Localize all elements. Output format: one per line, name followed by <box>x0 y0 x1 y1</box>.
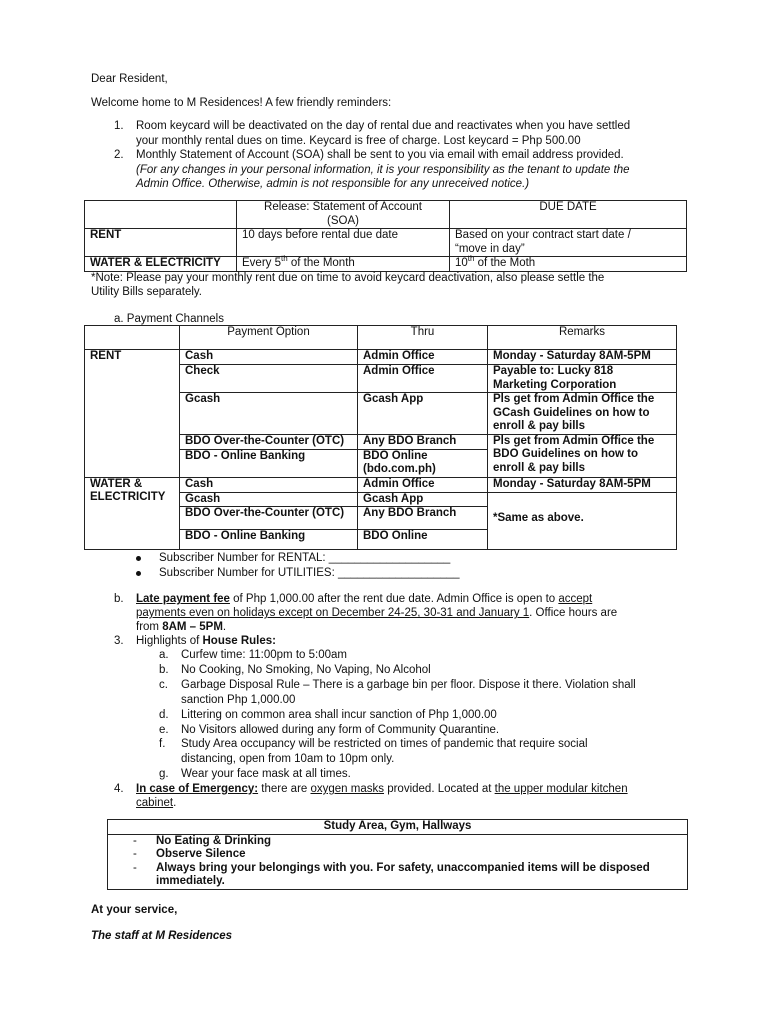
emergency-line-2 <box>136 796 176 810</box>
pay-option-cell: BDO - Online Banking <box>180 449 358 477</box>
rule-text: Littering on common area shall incur sanction of Php 1,000.00 <box>181 709 497 721</box>
pay-option-cell: Cash <box>180 477 358 492</box>
bdo-online-1: BDO Online <box>363 449 428 462</box>
study-rule-3b: immediately. <box>156 875 225 887</box>
rule-text: No Cooking, No Smoking, No Vaping, No Alcohol <box>181 664 431 676</box>
gcash-remark-3: enroll & pay bills <box>493 420 586 432</box>
soa-table <box>84 200 687 272</box>
pay-option-cell: Gcash <box>180 492 358 507</box>
keycard-line-1: Room keycard will be deactivated on the day of rental due and reactivates when you have settled <box>136 120 631 132</box>
bdo-online-2: (bdo.com.ph) <box>363 463 436 475</box>
late-from: from <box>136 621 163 633</box>
soa-we-release <box>237 254 450 272</box>
house-rules-key: House Rules: <box>202 635 276 647</box>
house-rules-heading <box>136 634 276 648</box>
rule-text: Curfew time: 11:00pm to 5:00am <box>181 649 347 661</box>
rule-text: Garbage Disposal Rule – There is a garbage bin per floor. Dispose it there. Violation shall <box>181 679 636 691</box>
subscriber-util-key: UTILITIES <box>277 567 332 579</box>
rule-letter: e. <box>159 724 169 736</box>
soa-we-release-a: Every 5 <box>242 257 281 269</box>
soa-header-due: DUE DATE <box>450 201 687 229</box>
item-number: 4. <box>114 783 124 795</box>
pay-remarks-cell: Monday - Saturday 8AM-5PM <box>488 477 677 492</box>
pay-header-option: Payment Option <box>180 326 358 350</box>
keycard-text: your monthly rental dues on time. Keycard is free of charge. Lost keycard = <box>136 135 522 147</box>
check-remark-2: Marketing Corporation <box>493 378 617 391</box>
item-number: 2. <box>114 149 124 161</box>
pay-thru-cell: Gcash App <box>358 492 488 507</box>
item-number: 3. <box>114 635 124 647</box>
pay-thru-cell: Admin Office <box>358 477 488 492</box>
keycard-line-2 <box>136 134 581 148</box>
pay-option-cell: Gcash <box>180 393 358 435</box>
payment-heading: a. Payment Channels <box>114 313 224 325</box>
check-remark-1: Payable to: Lucky 818 <box>493 365 614 377</box>
emergency-location-1: the upper modular kitchen <box>494 783 628 795</box>
late-fee-line-1 <box>136 592 592 606</box>
we-label-2: ELECTRICITY <box>90 491 166 503</box>
gcash-remark-1: Pls get from Admin Office the <box>493 393 655 405</box>
pay-rent-label: RENT <box>85 350 180 478</box>
pay-we-label <box>85 477 180 550</box>
closing: At your service, <box>91 904 178 916</box>
pay-remarks-cell: *Same as above. <box>488 492 677 550</box>
rule-letter: g. <box>159 768 169 780</box>
soa-pre: Monthly <box>136 149 180 161</box>
note-line-2: Utility Bills separately. <box>91 286 202 298</box>
rule-text: sanction Php 1,000.00 <box>181 694 296 706</box>
pay-option-cell: Cash <box>180 350 358 365</box>
late-holidays: payments even on holidays except on December 24-25, 30-31 and January 1 <box>136 607 530 619</box>
pay-thru-cell: Gcash App <box>358 393 488 435</box>
payment-table <box>84 325 677 550</box>
emergency-located: provided. Located at <box>384 783 495 795</box>
bullet-icon <box>136 556 141 561</box>
dash-3: - <box>133 861 137 874</box>
soa-note-2: Admin Office. Otherwise, admin is not responsible for any unreceived notice.) <box>136 178 530 190</box>
lost-keycard-fee: Php 500.00 <box>521 135 581 147</box>
pay-header-blank <box>85 326 180 350</box>
soa-rent-due-2: “move in day” <box>455 242 525 255</box>
late-fee-term: Late payment fee <box>136 593 230 605</box>
soa-rent-due-1: Based on your contract start date / <box>455 229 631 241</box>
study-dashes <box>108 834 148 889</box>
pay-remarks-cell <box>488 393 677 435</box>
item-letter: b. <box>114 593 124 605</box>
bullet-icon <box>136 571 141 576</box>
pay-option-cell: Check <box>180 365 358 393</box>
greeting: Dear Resident, <box>91 73 168 85</box>
office-hours: 8AM – 5PM <box>162 621 223 633</box>
rule-text: Wear your face mask at all times. <box>181 768 351 780</box>
subscriber-rental-blank: : ___________________ <box>322 552 451 564</box>
soa-rent-release: 10 days before rental due date <box>237 229 450 257</box>
we-label-1: WATER & <box>90 477 143 490</box>
soa-we-due-sup: th <box>467 254 475 264</box>
bdo-remark-3: enroll & pay bills <box>493 461 586 474</box>
rule-text: distancing, open from 10am to 10pm only. <box>181 753 395 765</box>
subscriber-rental-pre: Subscriber Number for <box>159 552 278 564</box>
soa-we-label: WATER & ELECTRICITY <box>85 257 237 272</box>
soa-header-release <box>237 201 450 229</box>
dash-2: - <box>133 848 137 860</box>
item-number: 1. <box>114 120 124 132</box>
rule-letter: b. <box>159 664 169 676</box>
pay-remarks-cell <box>488 365 677 393</box>
residence-name: M Residences <box>186 97 260 109</box>
soa-term: Statement of Account (SOA) <box>179 149 324 161</box>
pay-option-cell: BDO Over-the-Counter (OTC) <box>180 507 358 530</box>
study-rule-1: No Eating & Drinking <box>156 834 271 847</box>
study-area-title: Study Area, Gym, Hallways <box>108 820 688 835</box>
pay-thru-cell: Any BDO Branch <box>358 507 488 530</box>
late-office-hours: . Office hours are <box>529 607 618 619</box>
pay-thru-cell: Admin Office <box>358 365 488 393</box>
emergency-line-1 <box>136 782 628 796</box>
pay-header-thru: Thru <box>358 326 488 350</box>
pay-thru-cell: Any BDO Branch <box>358 434 488 449</box>
pay-header-remarks: Remarks <box>488 326 677 350</box>
rule-text: Study Area occupancy will be restricted on times of pandemic that require social <box>181 738 588 750</box>
oxygen-masks: oxygen masks <box>310 783 385 795</box>
late-period: . <box>222 621 227 633</box>
study-rules <box>147 834 688 889</box>
soa-post: shall be sent to you via email with email address provided. <box>323 149 624 161</box>
subscriber-utilities <box>159 566 459 580</box>
study-rule-2: Observe Silence <box>156 848 246 860</box>
pay-thru-cell <box>358 449 488 477</box>
dash-1: - <box>133 834 137 847</box>
soa-we-due-b: of the Moth <box>474 257 536 269</box>
late-fee-line-3 <box>136 620 226 634</box>
note-line-1: *Note: Please pay your monthly rent due on time to avoid keycard deactivation, also please settle the <box>91 272 605 284</box>
emergency-text: there are <box>258 783 311 795</box>
late-fee-line-2 <box>136 606 617 620</box>
soa-we-due <box>450 254 687 272</box>
rule-letter: d. <box>159 709 169 721</box>
rule-text: No Visitors allowed during any form of Community Quarantine. <box>181 724 500 736</box>
pay-option-cell: BDO - Online Banking <box>180 530 358 550</box>
bdo-remark-1: Pls get from Admin Office the <box>493 434 655 447</box>
subscriber-util-blank: : ___________________ <box>331 567 460 579</box>
soa-rent-label: RENT <box>85 229 237 257</box>
pay-remarks-cell: Monday - Saturday 8AM-5PM <box>488 350 677 365</box>
house-rules-pre: Highlights of <box>136 635 203 647</box>
signature: The staff at M Residences <box>91 930 233 942</box>
emergency-location-2: cabinet <box>136 797 174 809</box>
study-area-table <box>107 819 688 890</box>
bdo-remark-2: BDO Guidelines on how to <box>493 448 639 460</box>
soa-rent-due <box>450 229 687 257</box>
welcome-post: ! A few friendly reminders: <box>259 97 392 109</box>
late-accept: accept <box>558 593 593 605</box>
pay-thru-cell: Admin Office <box>358 350 488 365</box>
welcome-line <box>91 96 391 110</box>
subscriber-rental <box>159 551 450 565</box>
late-fee-text: of Php 1,000.00 after the rent due date. Admin Office is open to <box>229 593 559 605</box>
soa-line <box>136 148 624 162</box>
soa-we-release-b: of the Month <box>287 257 355 269</box>
emergency-term: In case of Emergency: <box>136 783 259 795</box>
rule-letter: f. <box>159 738 166 750</box>
rule-letter: c. <box>159 679 168 691</box>
soa-header-release-1: Release: Statement of Account <box>264 201 422 213</box>
study-rule-3a: Always bring your belongings with you. For safety, unaccompanied items will be disposed <box>156 861 650 874</box>
soa-we-due-a: 10 <box>455 257 468 269</box>
soa-header-release-2: (SOA) <box>327 214 359 227</box>
pay-option-cell: BDO Over-the-Counter (OTC) <box>180 434 358 449</box>
soa-header-blank <box>85 201 237 229</box>
pay-remarks-cell <box>488 434 677 477</box>
soa-note-1: (For any changes in your personal information, it is your responsibility as the tenant to update the <box>136 164 630 176</box>
subscriber-rental-key: RENTAL <box>277 552 323 564</box>
gcash-remark-2: GCash Guidelines on how to <box>493 406 650 419</box>
pay-thru-cell: BDO Online <box>358 530 488 550</box>
rule-letter: a. <box>159 649 169 661</box>
emergency-period: . <box>173 797 177 809</box>
subscriber-util-pre: Subscriber Number for <box>159 567 278 579</box>
soa-we-release-sup: th <box>281 254 288 264</box>
welcome-pre: Welcome home to <box>91 97 187 109</box>
